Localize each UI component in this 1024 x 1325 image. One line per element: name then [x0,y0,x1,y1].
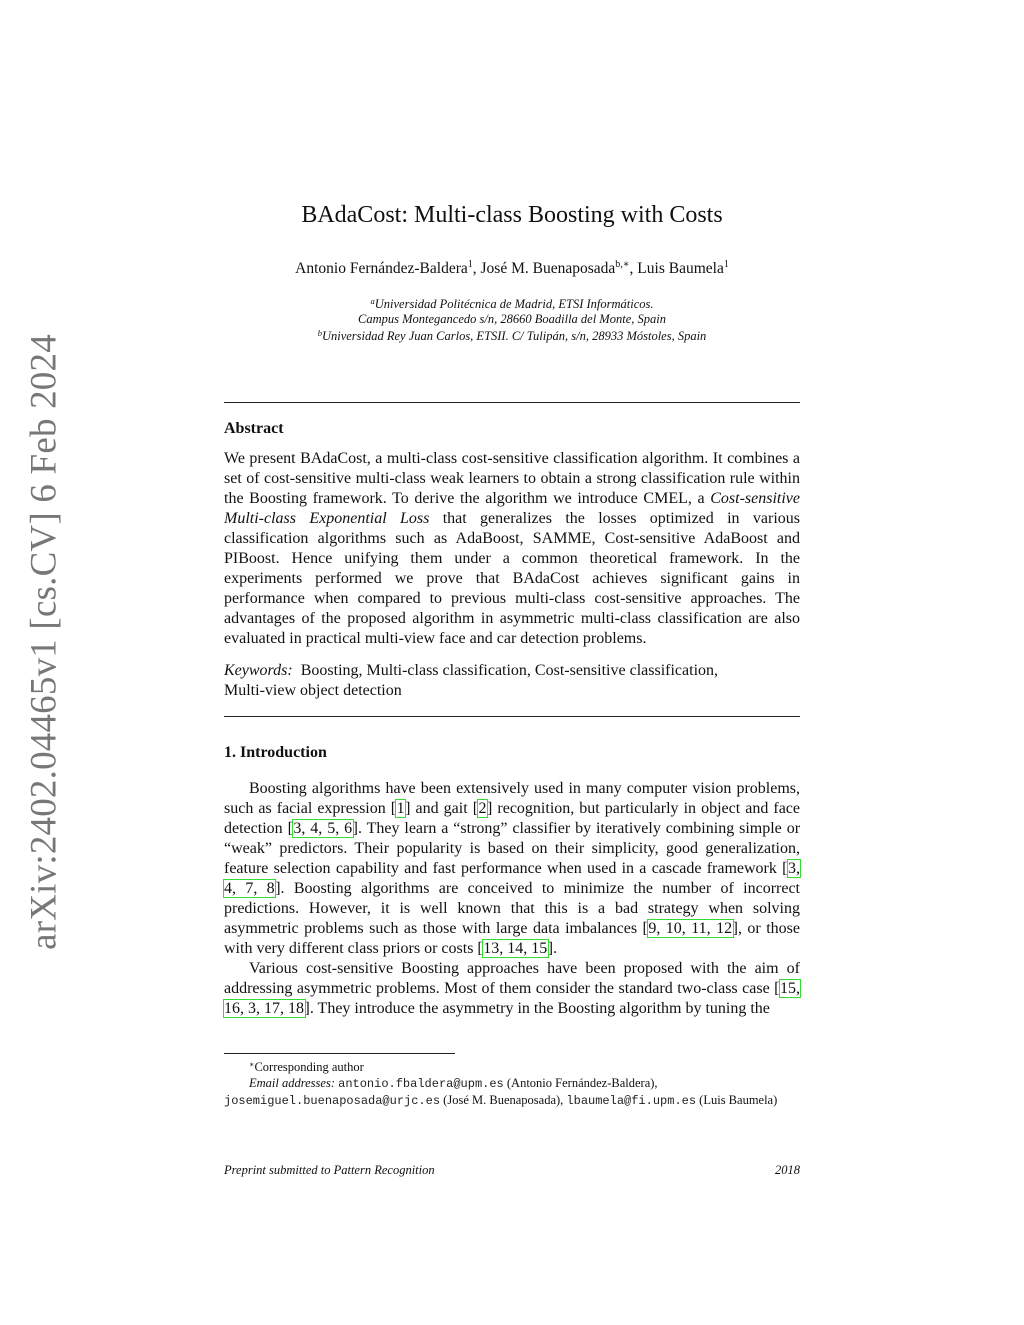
intro-paragraph-1: Boosting algorithms have been extensively used in many computer vision problems, such as facial expression [1] and gait [2] recognition, but particularly in object and face detection [3, 4, 5, 6]. They learn a “strong” classifier by iteratively combining simple or “weak” predictors. Their popularity is based on their simplicity, good generalization, feature selection capability and fast performance when used in a cascade framework [3, 4, 7, 8]. Boosting algorithms are conceived to minimize the number of incorrect predictions. However, it is well known that this is a bad strategy when solving asymmetric problems such as those with large data imbalances [9, 10, 11, 12], or those with very different class priors or costs [13, 14, 15]. [224,780,801,957]
preprint-year: 2018 [775,1163,800,1177]
arxiv-identifier: arXiv:2402.04465v1 [cs.CV] 6 Feb 2024 [23,334,65,950]
citation-link[interactable]: 13, 14, 15 [483,940,548,957]
abstract-top-rule [224,402,800,403]
affiliation-a-line1: $^a$Universidad Politécnica de Madrid, ETSI Informáticos. [370,296,654,311]
author-name: Antonio Fernández-Baldera [295,260,468,277]
corresponding-author-note: Corresponding author [254,1060,364,1074]
intro-paragraph-2: Various cost-sensitive Boosting approaches have been proposed with the aim of addressing asymmetric problems. Most of them consider the standard two-class case [15, 16, 3, 17, 18]. They introduce the asymmetry in the Boosting algorithm by tuning the [224,960,800,1017]
keywords: Keywords: Boosting, Multi-class classification, Cost-sensitive classification, Multi-view object detection [224,662,719,699]
author-name: José M. Buenaposada [480,260,616,277]
abstract-body: We present BAdaCost, a multi-class cost-sensitive classification algorithm. It combines a set of cost-sensitive multi-class weak learners to obtain a strong classification rule within the Boosting framework. To derive the algorithm we introduce CMEL, a Cost-sensitive Multi-class Exponential Loss that generalizes the losses optimized in various classification algorithms such as AdaBoost, SAMME, Cost-sensitive AdaBoost and PIBoost. Hence unifying them under a common theoretical framework. In the experiments performed we prove that BAdaCost achieves significant gains in performance when compared to previous multi-class cost-sensitive approaches. The advantages of the proposed algorithm in asymmetric multi-class classification are also evaluated in practical multi-view face and car detection problems. [224,450,800,647]
affiliation-a-line2: Campus Montegancedo s/n, 28660 Boadilla del Monte, Spain [358,312,666,326]
author-superscript: 1 [723,259,729,270]
abstract-heading: Abstract [224,420,284,437]
citation-link[interactable]: 3, 4, 5, 6 [293,820,353,837]
author-superscript: 1 [467,259,473,270]
preprint-note: Preprint submitted to Pattern Recognition [224,1163,435,1177]
author-name: Luis Baumela [637,260,724,277]
citation-link[interactable]: 9, 10, 11, 12 [648,920,733,937]
citation-link[interactable]: 2 [478,800,487,817]
email-link[interactable]: antonio.fbaldera@upm.es [338,1077,504,1091]
cmel-definition: Cost-sensitive Multi-class Exponential Loss [224,490,800,527]
author-superscript: b,∗ [615,259,630,270]
keywords-label: Keywords: [224,662,293,679]
section-heading-introduction: 1. Introduction [224,744,327,761]
paper-title: BAdaCost: Multi-class Boosting with Costs [301,202,723,228]
email-link[interactable]: lbaumela@fi.upm.es [566,1094,697,1108]
email-link[interactable]: josemiguel.buenaposada@urjc.es [224,1094,441,1108]
citation-link[interactable]: 3, 4, 7, 8 [224,860,800,897]
citation-link[interactable]: 15, 16, 3, 17, 18 [224,980,800,1017]
affiliation-b: $^b$Universidad Rey Juan Carlos, ETSII. C/ Tulipán, s/n, 28933 Móstoles, Spain [317,328,707,343]
author-list: Antonio Fernández-Baldera$^1$, José M. Buenaposada$^{b,∗}$, Luis Baumela$^1$ [295,259,729,277]
abstract-bottom-rule [224,716,800,717]
footnote: ∗Corresponding author Email addresses: antonio.fbaldera@upm.es (Antonio Fernández-Baldera), josemiguel.buenaposada@urjc.es (José M. Buenaposada), lbaumela@fi.upm.es (Luis Baumela) [224,1060,778,1108]
citation-link[interactable]: 1 [396,800,405,817]
intro-body [224,779,800,1019]
footnote-rule [224,1053,455,1054]
